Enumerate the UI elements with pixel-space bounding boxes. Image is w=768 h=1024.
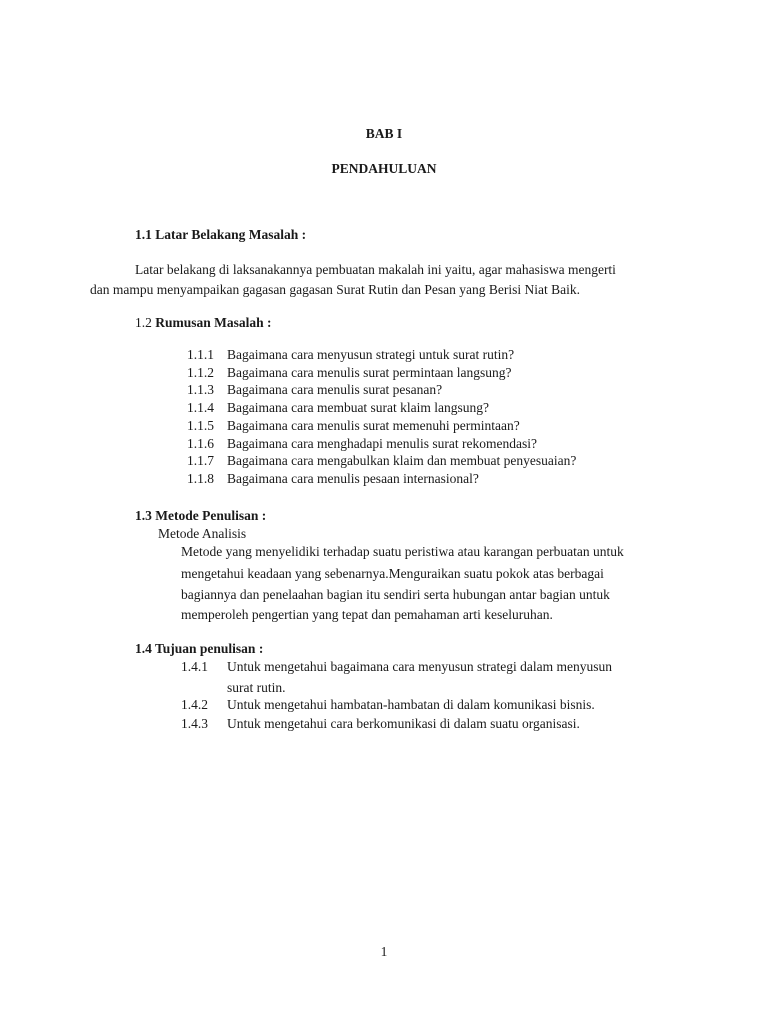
section-heading-1-2: [135, 315, 272, 331]
chapter-label: BAB I: [365, 126, 403, 141]
problem-item-text: Bagaimana cara menyusun strategi untuk surat rutin?: [227, 347, 515, 362]
background-paragraph-line-2: dan mampu menyampaikan gagasan gagasan Surat Rutin dan Pesan yang Berisi Niat Baik.: [90, 282, 581, 297]
goal-number: 1.4.3: [181, 716, 208, 731]
method-line-4: memperoleh pengertian yang tepat dan pemahaman arti keseluruhan.: [181, 607, 553, 622]
chapter-title: PENDAHULUAN: [331, 161, 437, 176]
goal-text: Untuk mengetahui bagaimana cara menyusun strategi dalam menyusun: [227, 659, 613, 674]
section-heading-1-3: 1.3 Metode Penulisan :: [135, 508, 267, 523]
goal-text-continued: surat rutin.: [227, 680, 286, 695]
goal-number: 1.4.2: [181, 697, 208, 712]
problem-item-number: 1.1.6: [187, 436, 214, 451]
method-line-1: Metode yang menyelidiki terhadap suatu peristiwa atau karangan perbuatan untuk: [181, 544, 624, 559]
section-number-1-2: 1.2: [135, 315, 152, 330]
section-heading-1-4: 1.4 Tujuan penulisan :: [135, 641, 264, 656]
method-line-3: bagiannya dan penelaahan bagian itu sendiri serta hubungan antar bagian untuk: [181, 587, 610, 602]
section-heading-1-1: 1.1 Latar Belakang Masalah :: [135, 227, 307, 242]
problem-item-number: 1.1.4: [187, 400, 214, 415]
goal-number: 1.4.1: [181, 659, 208, 674]
problem-item-text: Bagaimana cara menulis surat pesanan?: [227, 382, 443, 397]
section-title-1-2: Rumusan Masalah :: [155, 315, 272, 330]
method-line-2: mengetahui keadaan yang sebenarnya.Menguraikan suatu pokok atas berbagai: [181, 566, 604, 581]
problem-item-number: 1.1.1: [187, 347, 214, 362]
problem-item-text: Bagaimana cara menulis surat memenuhi permintaan?: [227, 418, 520, 433]
problem-item-number: 1.1.2: [187, 365, 214, 380]
problem-item-text: Bagaimana cara membuat surat klaim langsung?: [227, 400, 490, 415]
problem-item-text: Bagaimana cara menulis pesaan internasional?: [227, 471, 479, 486]
goal-text: Untuk mengetahui hambatan-hambatan di dalam komunikasi bisnis.: [227, 697, 595, 712]
background-paragraph-line-1: Latar belakang di laksanakannya pembuatan makalah ini yaitu, agar mahasiswa mengerti: [135, 262, 616, 277]
page-number: 1: [380, 944, 388, 959]
problem-item-number: 1.1.3: [187, 382, 214, 397]
method-subheading: Metode Analisis: [158, 526, 247, 541]
problem-item-number: 1.1.7: [187, 453, 214, 468]
problem-item-number: 1.1.5: [187, 418, 214, 433]
problem-item-text: Bagaimana cara menulis surat permintaan langsung?: [227, 365, 512, 380]
problem-item-text: Bagaimana cara menghadapi menulis surat rekomendasi?: [227, 436, 538, 451]
problem-item-number: 1.1.8: [187, 471, 214, 486]
problem-item-text: Bagaimana cara mengabulkan klaim dan membuat penyesuaian?: [227, 453, 577, 468]
goal-text: Untuk mengetahui cara berkomunikasi di dalam suatu organisasi.: [227, 716, 580, 731]
